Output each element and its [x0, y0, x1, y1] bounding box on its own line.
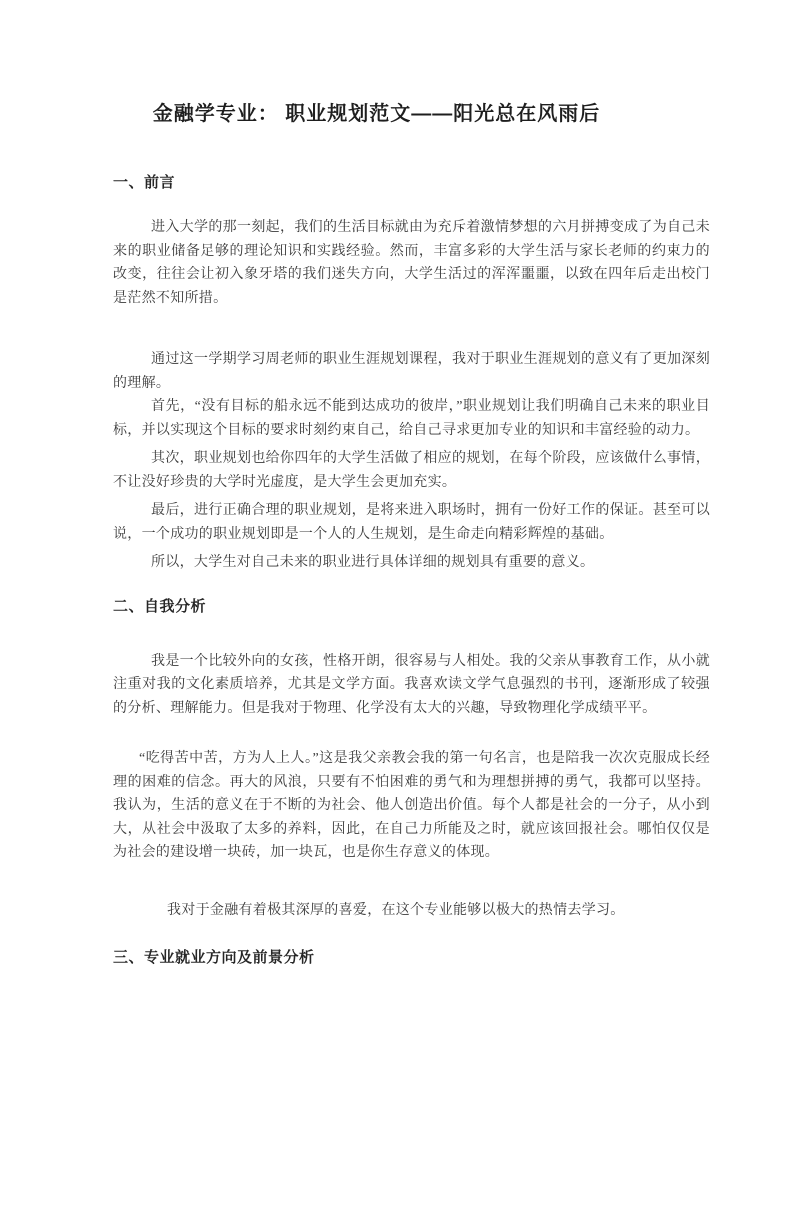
paragraph: “吃得苦中苦，方为人上人。”这是我父亲教会我的第一句名言，也是陪我一次次克服成长经理的困难的信念。再大的风浪，只要有不怕困难的勇气和为理想拼搏的勇气，我都可以坚持。我认为，生活的意义在于不断的为社会、他人创造出价值。每个人都是社会的一分子，从小到大，从社会中汲取了太多的养料，因此，在自己力所能及之时，就应该回报社会。哪怕仅仅是为社会的建设增一块砖，加一块瓦，也是你生存意义的体现。	[113, 751, 710, 860]
section-heading-self-analysis: 二、自我分析	[113, 597, 207, 615]
paragraph: 首先，“没有目标的船永远不能到达成功的彼岸，”职业规划让我们明确自己未来的职业目标，并以实现这个目标的要求时刻约束自己，给自己寻求更加专业的知识和丰富经验的动力。	[113, 399, 710, 438]
paragraph: 我是一个比较外向的女孩，性格开朗，很容易与人相处。我的父亲从事教育工作，从小就注重对我的文化素质培养，尤其是文学方面。我喜欢读文学气息强烈的书刊，逐渐形成了较强的分析、理解能力。但是我对于物理、化学没有太大的兴趣，导致物理化学成绩平平。	[113, 653, 710, 716]
paragraph: 其次，职业规划也给你四年的大学生活做了相应的规划，在每个阶段，应该做什么事情，不让没好珍贵的大学时光虚度，是大学生会更加充实。	[113, 451, 710, 490]
section-heading-foreword: 一、前言	[113, 174, 176, 191]
section-heading-career-prospects: 三、专业就业方向及前景分析	[113, 949, 315, 966]
paragraph: 通过这一学期学习周老师的职业生涯规划课程，我对于职业生涯规划的意义有了更加深刻的理解。	[113, 352, 710, 391]
paragraph: 进入大学的那一刻起，我们的生活目标就由为充斥着激情梦想的六月拼搏变成了为自己未来的职业储备足够的理论知识和实践经验。然而，丰富多彩的大学生活与家长老师的约束力的改变，往往会让初入象牙塔的我们迷失方向，大学生活过的浑浑噩噩，以致在四年后走出校门是茫然不知所措。	[113, 220, 710, 306]
paragraph: 所以，大学生对自己未来的职业进行具体详细的规划具有重要的意义。	[151, 555, 595, 570]
document-title: 金融学专业： 职业规划范文——阳光总在风雨后	[152, 103, 601, 125]
paragraph: 最后，进行正确合理的职业规划，是将来进入职场时，拥有一份好工作的保证。甚至可以说，一个成功的职业规划即是一个人的人生规划，是生命走向精彩辉煌的基础。	[113, 503, 710, 542]
paragraph: 我对于金融有着极其深厚的喜爱，在这个专业能够以极大的热情去学习。	[167, 902, 625, 918]
document-page	[0, 100, 793, 1222]
